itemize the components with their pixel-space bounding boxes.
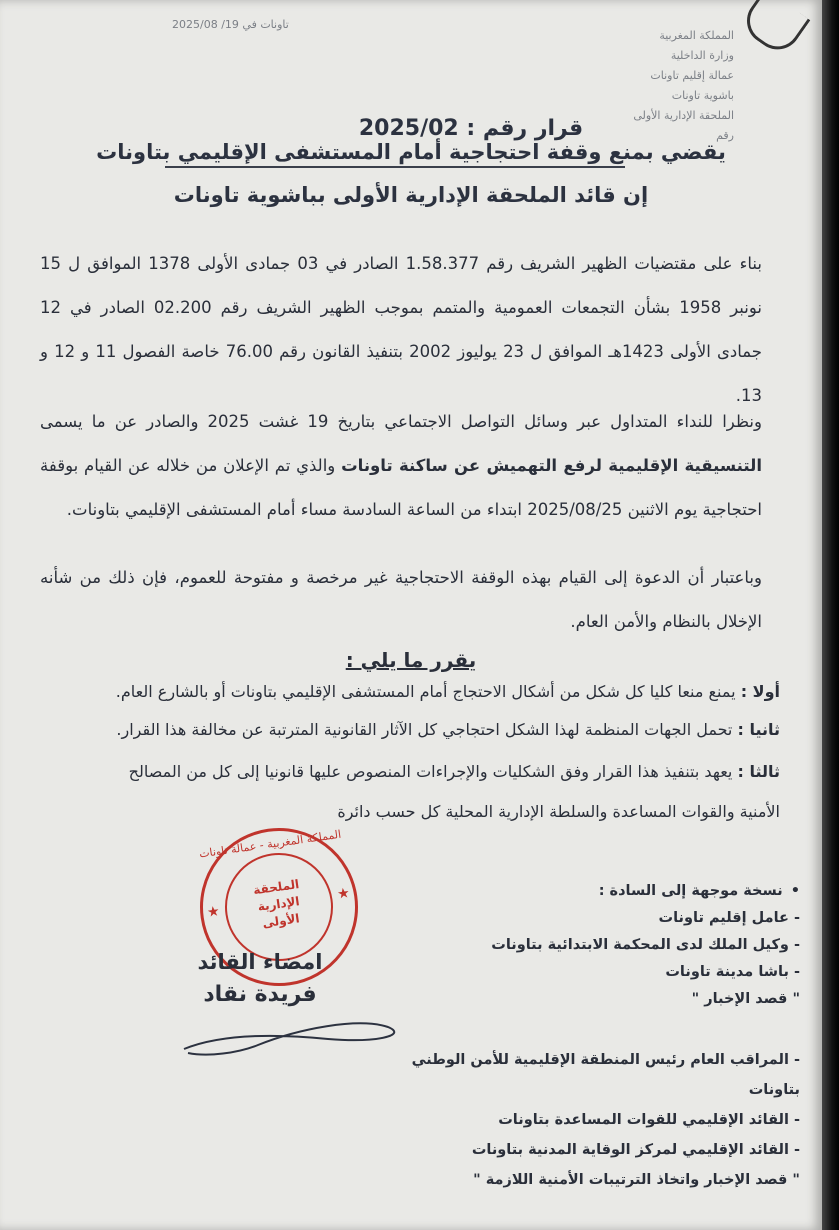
title-underline <box>165 166 625 168</box>
paragraph-legal-basis: بناء على مقتضيات الظهير الشريف رقم 1.58.377 الصادر في 03 جمادى الأولى 1378 الموافق ل 15 نونبر 1958 بشأن التجمعات العمومية والمتمم بموجب الظهير الشريف رقم 02.200 الصادر في 12 جمادى الأولى 1423هـ الموافق ل 23 يوليوز 2002 بتنفيذ القانون رقم 76.00 خاصة الفصول 11 و 12 و 13. <box>40 254 763 405</box>
article-2-title: ثانيا : <box>737 720 780 739</box>
stamp-ring-text: المملكة المغربية - عمالة تاونات <box>198 827 342 861</box>
signature-name: فريدة نقاد <box>203 982 317 1007</box>
document-date: تاونات في 19/ 2025/08 <box>172 18 289 31</box>
star-icon: ★ <box>206 903 221 921</box>
article-3-title: ثالثا : <box>737 762 780 781</box>
copy-purpose: " قصد الإخبار " <box>691 991 800 1007</box>
signature-block <box>170 950 350 1007</box>
copy-recipient: - باشا مدينة تاونات <box>665 964 800 980</box>
article-2-text: تحمل الجهات المنظمة لهذا الشكل احتجاجي كل الآثار القانونية المترتبة عن مخالفة هذا القرار. <box>116 720 733 739</box>
stamp-center-line: الملحقة <box>252 877 301 898</box>
article-3-continued: الأمنية والقوات المساعدة والسلطة الإدارية المحلية كل حسب دائرة <box>337 802 780 821</box>
article-1-text: يمنع منعا كليا كل شكل من أشكال الاحتجاج أمام المستشفى الإقليمي بتاونات أو بالشارع العام. <box>115 682 736 701</box>
paragraph-call-lead: ونظرا للنداء المتداول عبر وسائل التواصل الاجتماعي بتاريخ 19 غشت 2025 والصادر عن ما يسمى <box>40 412 762 431</box>
ministry-line: وزارة الداخلية <box>670 49 734 62</box>
copies-list <box>420 878 800 1013</box>
article-1-title: أولا : <box>740 682 780 701</box>
decision-title: يقضي بمنع وقفة احتجاجية أمام المستشفى الإقليمي بتاونات <box>96 140 726 164</box>
stamp-center-line: الأولى <box>261 911 301 931</box>
paper-clip-icon <box>738 0 811 59</box>
article-1 <box>30 680 780 704</box>
copy-recipient: - القائد الإقليمي لمركز الوقاية المدنية بتاونات <box>471 1142 800 1158</box>
copy-purpose: " قصد الإخبار واتخاذ الترتيبات الأمنية اللازمة " <box>473 1172 800 1188</box>
copy-recipient: - القائد الإقليمي للقوات المساعدة بتاونات <box>498 1112 800 1128</box>
ministry-line: عمالة إقليم تاونات <box>650 69 734 82</box>
copy-recipient: - المراقب العام رئيس المنطقة الإقليمية للأمن الوطني بتاونات <box>411 1052 800 1098</box>
star-icon: ★ <box>336 885 351 903</box>
paragraph-consideration: وباعتبار أن الدعوة إلى القيام بهذه الوقفة الاحتجاجية غير مرخصة و مفتوحة للعموم، فإن ذلك من شأنه الإخلال بالنظام والأمن العام. <box>40 568 762 631</box>
ministry-line: باشوية تاونات <box>671 89 734 102</box>
paragraph-call <box>40 400 762 532</box>
stamp-center-line: الإدارية <box>256 894 301 914</box>
ministry-line: رقم <box>716 129 734 142</box>
dark-edge <box>822 0 839 1230</box>
decision-number: قرار رقم : 2025/02 <box>358 116 584 141</box>
decision-subtitle: إن قائد الملحقة الإدارية الأولى بباشوية تاونات <box>173 183 649 207</box>
article-3-text: يعهد بتنفيذ هذا القرار وفق الشكليات والإجراءات المنصوص عليها قانونيا إلى كل من المصالح <box>128 762 733 781</box>
paragraph-call-rest: والذي تم الإعلان من خلاله عن القيام بوقفة احتجاجية يوم الاثنين 2025/08/25 ابتداء من الساعة السادسة مساء أمام المستشفى الإقليمي بتاونات. <box>40 456 762 519</box>
ministry-line: المملكة المغربية <box>659 29 734 42</box>
article-3 <box>30 760 780 784</box>
signature-title: امضاء القائد <box>197 950 323 974</box>
article-2 <box>30 718 780 742</box>
copies-heading: • نسخة موجهة إلى السادة : <box>420 878 800 905</box>
ministry-line: الملحقة الإدارية الأولى <box>633 109 734 122</box>
copies-list-2 <box>380 1045 800 1195</box>
decision-heading: يقرر ما يلي : <box>345 648 477 672</box>
copy-recipient: - عامل إقليم تاونات <box>658 910 800 926</box>
coordination-name: التنسيقية الإقليمية لرفع التهميش عن ساكنة تاونات <box>341 456 762 475</box>
stamp-center <box>230 873 328 936</box>
copy-recipient: - وكيل الملك لدى المحكمة الابتدائية بتاونات <box>491 937 800 953</box>
